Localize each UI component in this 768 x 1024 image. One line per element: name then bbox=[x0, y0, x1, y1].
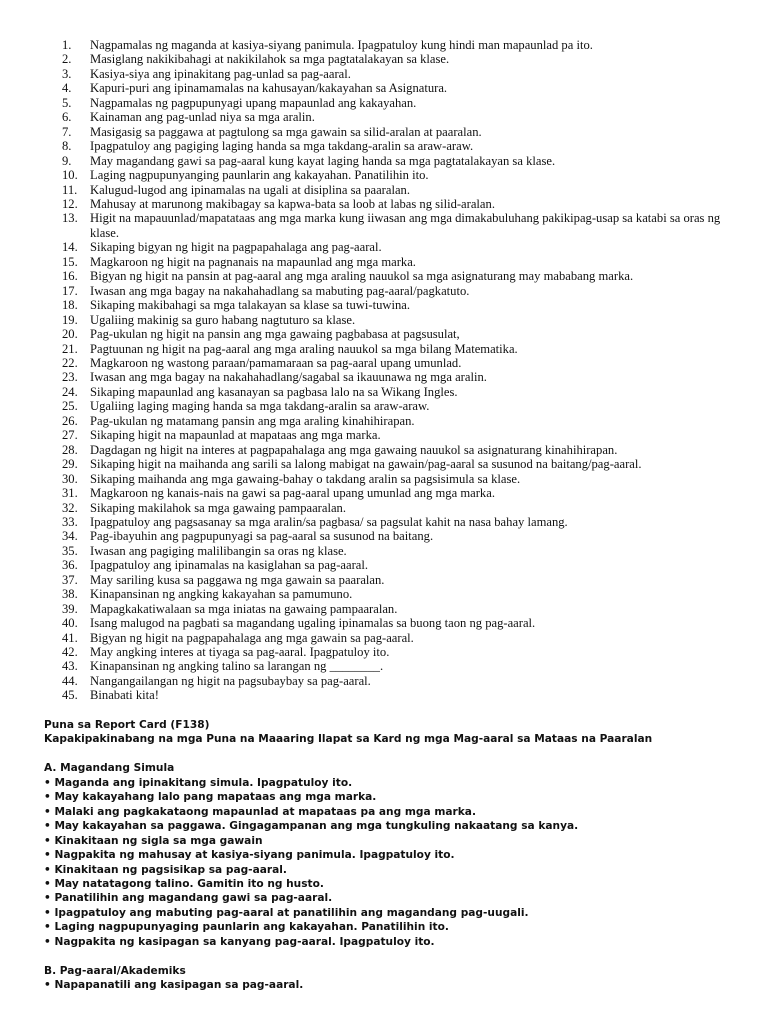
list-item-number: 23. bbox=[62, 370, 78, 385]
list-item bbox=[0, 501, 768, 515]
list-item-text: Magkaroon ng kanais-nais na gawi sa pag-aaral upang umunlad ang mga marka. bbox=[90, 486, 495, 501]
list-item bbox=[0, 631, 768, 645]
list-item bbox=[0, 284, 768, 298]
list-item-number: 37. bbox=[62, 572, 78, 587]
bullet-item: • Nagpakita ng mahusay at kasiya-siyang panimula. Ipagpatuloy ito. bbox=[44, 849, 455, 862]
list-item bbox=[0, 211, 768, 240]
list-item bbox=[0, 659, 768, 673]
list-item bbox=[0, 573, 768, 587]
list-item-number: 24. bbox=[62, 384, 78, 399]
list-item-text: Pag-ibayuhin ang pagpupunyagi sa pag-aaral sa susunod na baitang. bbox=[90, 529, 434, 544]
list-item-text: Mahusay at marunong makibagay sa kapwa-bata sa loob at labas ng silid-aralan. bbox=[90, 196, 495, 211]
list-item-text: Iwasan ang mga bagay na nakahahadlang sa mabuting pag-aaral/pagkatuto. bbox=[90, 283, 470, 298]
list-item bbox=[0, 616, 768, 630]
list-item-text: Magkaroon ng wastong paraan/pamamaraan sa pag-aaral upang umunlad. bbox=[90, 355, 462, 370]
list-item-number: 10. bbox=[62, 168, 78, 183]
list-item bbox=[0, 183, 768, 197]
bullet-item: • Laging nagpupunyaging paunlarin ang kakayahan. Panatilihin ito. bbox=[44, 921, 449, 934]
list-item-text: May magandang gawi sa pag-aaral kung kayat laging handa sa mga pagtatalakayan sa klase. bbox=[90, 153, 556, 168]
list-item-text: Magkaroon ng higit na pagnanais na mapaunlad ang mga marka. bbox=[90, 254, 416, 269]
list-item bbox=[0, 486, 768, 500]
list-item-text: Sikaping higit na maihanda ang sarili sa lalong mabigat na gawain/pag-aaral sa susunod na baitang/pag-aaral. bbox=[90, 457, 642, 472]
list-item-text: Sikaping maihanda ang mga gawaing-bahay o takdang aralin sa pagsisimula sa klase. bbox=[90, 471, 521, 486]
list-item-number: 30. bbox=[62, 471, 78, 486]
list-item-number: 1. bbox=[62, 38, 72, 52]
list-item-text: Bigyan ng higit na pansin at pag-aaral ang mga araling nauukol sa mga asignaturang may mababang marka. bbox=[90, 269, 634, 284]
list-item-number: 22. bbox=[62, 355, 78, 370]
list-item-number: 44. bbox=[62, 673, 78, 688]
list-item bbox=[0, 269, 768, 283]
list-item bbox=[0, 370, 768, 384]
list-item bbox=[0, 674, 768, 688]
list-item-text: Ipagpatuloy ang pagiging laging handa sa mga takdang-aralin sa araw-araw. bbox=[90, 139, 474, 154]
list-item-text: Iwasan ang mga bagay na nakahahadlang/sagabal sa ikauunawa ng mga aralin. bbox=[90, 370, 487, 385]
list-item bbox=[0, 81, 768, 95]
list-item-number: 43. bbox=[62, 659, 78, 674]
list-item-number: 12. bbox=[62, 196, 78, 211]
list-item bbox=[0, 313, 768, 327]
list-item bbox=[0, 139, 768, 153]
list-item bbox=[0, 428, 768, 442]
list-item bbox=[0, 154, 768, 168]
list-item-text: Pagtuunan ng higit na pag-aaral ang mga araling nauukol sa mga bilang Matematika. bbox=[90, 341, 518, 356]
list-item bbox=[0, 197, 768, 211]
list-item-text: May angking interes at tiyaga sa pag-aaral. Ipagpatuloy ito. bbox=[90, 645, 390, 660]
list-item-text: Kinapansinan ng angking talino sa larangan ng ________. bbox=[90, 659, 384, 674]
list-item-number: 8. bbox=[62, 139, 72, 154]
list-item-number: 20. bbox=[62, 327, 78, 342]
list-item-text: Sikaping bigyan ng higit na pagpapahalaga ang pag-aaral. bbox=[90, 240, 382, 255]
list-item-text: Masigasig sa paggawa at pagtulong sa mga gawain sa silid-aralan at paaralan. bbox=[90, 124, 482, 139]
list-item bbox=[0, 587, 768, 601]
section-a-heading: A. Magandang Simula bbox=[44, 762, 175, 775]
list-item-number: 11. bbox=[62, 182, 78, 197]
section-subtitle: Kapakipakinabang na mga Puna na Maaaring Ilapat sa Kard ng mga Mag-aaral sa Mataas na Paaralan bbox=[44, 733, 653, 746]
list-item bbox=[0, 515, 768, 529]
list-item-number: 16. bbox=[62, 269, 78, 284]
section-a-list bbox=[44, 776, 744, 949]
list-item bbox=[0, 125, 768, 139]
list-item-text: Mapagkakatiwalaan sa mga iniatas na gawaing pampaaralan. bbox=[90, 601, 398, 616]
list-item bbox=[0, 168, 768, 182]
list-item-number: 41. bbox=[62, 630, 78, 645]
list-item bbox=[0, 356, 768, 370]
numbered-comments-list bbox=[0, 38, 768, 703]
bullet-item: • Malaki ang pagkakataong mapaunlad at mapataas pa ang mga marka. bbox=[44, 805, 476, 818]
list-item-text: Ipagpatuloy ang ipinamalas na kasiglahan sa pag-aaral. bbox=[90, 558, 369, 573]
list-item-text: Sikaping makibahagi sa mga talakayan sa klase sa tuwi-tuwina. bbox=[90, 298, 411, 313]
list-item-number: 45. bbox=[62, 688, 78, 703]
list-item bbox=[0, 38, 768, 52]
list-item-text: Masiglang nakikibahagi at nakikilahok sa mga pagtatalakayan sa klase. bbox=[90, 52, 450, 67]
list-item bbox=[0, 240, 768, 254]
list-item-text: Isang malugod na pagbati sa magandang ugaling ipinamalas sa buong taon ng pag-aaral. bbox=[90, 616, 536, 631]
bullet-item: • Napapanatili ang kasipagan sa pag-aaral. bbox=[44, 979, 304, 992]
list-item-number: 14. bbox=[62, 240, 78, 255]
list-item-number: 15. bbox=[62, 254, 78, 269]
section-b-heading: B. Pag-aaral/Akademiks bbox=[44, 964, 186, 977]
list-item-number: 17. bbox=[62, 283, 78, 298]
list-item bbox=[0, 457, 768, 471]
list-item-number: 3. bbox=[62, 66, 72, 81]
bullet-item: • May natatagong talino. Gamitin ito ng husto. bbox=[44, 877, 324, 890]
list-item-text: Nagpamalas ng pagpupunyagi upang mapaunlad ang kakayahan. bbox=[90, 95, 417, 110]
list-item-number: 42. bbox=[62, 645, 78, 660]
list-item-text: Iwasan ang pagiging malilibangin sa oras ng klase. bbox=[90, 543, 347, 558]
list-item-text: Dagdagan ng higit na interes at pagpapahalaga ang mga gawaing nauukol sa asignaturang kinahihirapan. bbox=[90, 442, 618, 457]
list-item-number: 6. bbox=[62, 110, 72, 125]
bullet-item: • Ipagpatuloy ang mabuting pag-aaral at panatilihin ang magandang pag-uugali. bbox=[44, 906, 529, 919]
list-item-number: 29. bbox=[62, 457, 78, 472]
list-item bbox=[0, 529, 768, 543]
list-item-text: Kainaman ang pag-unlad niya sa mga aralin. bbox=[90, 110, 315, 125]
list-item-text: Sikaping mapaunlad ang kasanayan sa pagbasa lalo na sa Wikang Ingles. bbox=[90, 384, 458, 399]
list-item-number: 7. bbox=[62, 124, 72, 139]
bullet-item: • Panatilihin ang magandang gawi sa pag-aaral. bbox=[44, 892, 333, 905]
list-item-text: Laging nagpupunyanging paunlarin ang kakayahan. Panatilihin ito. bbox=[90, 168, 429, 183]
list-item-number: 36. bbox=[62, 558, 78, 573]
list-item-number: 19. bbox=[62, 312, 78, 327]
list-item-text: Binabati kita! bbox=[90, 688, 159, 703]
list-item-number: 33. bbox=[62, 514, 78, 529]
list-item-text: Pag-ukulan ng higit na pansin ang mga gawaing pagbabasa at pagsusulat, bbox=[90, 327, 460, 342]
list-item bbox=[0, 385, 768, 399]
list-item-text: May sariling kusa sa paggawa ng mga gawain sa paaralan. bbox=[90, 572, 385, 587]
list-item-text: Bigyan ng higit na pagpapahalaga ang mga gawain sa pag-aaral. bbox=[90, 630, 414, 645]
list-item bbox=[0, 645, 768, 659]
list-item-text: Higit na mapauunlad/mapatataas ang mga marka kung iiwasan ang mga dimakabuluhang pakikipag-usap sa katabi sa oras ng klase. bbox=[90, 211, 721, 240]
list-item bbox=[0, 255, 768, 269]
bullet-item: • Nagpakita ng kasipagan sa kanyang pag-aaral. Ipagpatuloy ito. bbox=[44, 935, 435, 948]
list-item-text: Pag-ukulan ng matamang pansin ang mga araling kinahihirapan. bbox=[90, 413, 415, 428]
list-item-number: 18. bbox=[62, 298, 78, 313]
list-item-number: 27. bbox=[62, 428, 78, 443]
list-item-number: 28. bbox=[62, 442, 78, 457]
list-item-text: Nagpamalas ng maganda at kasiya-siyang panimula. Ipagpatuloy kung hindi man mapaunlad pa ito. bbox=[90, 38, 593, 52]
list-item-text: Nangangailangan ng higit na pagsubaybay sa pag-aaral. bbox=[90, 673, 371, 688]
list-item-number: 5. bbox=[62, 95, 72, 110]
list-item-text: Ipagpatuloy ang pagsasanay sa mga aralin/sa pagbasa/ sa pagsulat kahit na nasa bahay lamang. bbox=[90, 514, 568, 529]
list-item bbox=[0, 399, 768, 413]
list-item-number: 34. bbox=[62, 529, 78, 544]
list-item-number: 13. bbox=[62, 211, 78, 226]
list-item-text: Kasiya-siya ang ipinakitang pag-unlad sa pag-aaral. bbox=[90, 66, 351, 81]
list-item bbox=[0, 342, 768, 356]
list-item bbox=[0, 558, 768, 572]
section-title: Puna sa Report Card (F138) bbox=[44, 719, 210, 731]
list-item-number: 9. bbox=[62, 153, 72, 168]
list-item-text: Ugaliing makinig sa guro habang nagtuturo sa klase. bbox=[90, 312, 356, 327]
list-item-text: Sikaping higit na mapaunlad at mapataas ang mga marka. bbox=[90, 428, 381, 443]
bullet-item: • Kinakitaan ng sigla sa mga gawain bbox=[44, 834, 263, 847]
list-item bbox=[0, 544, 768, 558]
list-item-number: 31. bbox=[62, 486, 78, 501]
list-item bbox=[0, 688, 768, 702]
list-item bbox=[0, 96, 768, 110]
report-card-section bbox=[44, 718, 744, 993]
list-item-text: Kapuri-puri ang ipinamamalas na kahusayan/kakayahan sa Asignatura. bbox=[90, 81, 448, 96]
list-item bbox=[0, 67, 768, 81]
list-item-text: Kinapansinan ng angking kakayahan sa pamumuno. bbox=[90, 587, 353, 602]
section-b-list bbox=[44, 978, 744, 992]
list-item-number: 40. bbox=[62, 616, 78, 631]
bullet-item: • May kakayahang lalo pang mapataas ang mga marka. bbox=[44, 791, 377, 804]
list-item-number: 4. bbox=[62, 81, 72, 96]
list-item bbox=[0, 414, 768, 428]
list-item-number: 25. bbox=[62, 399, 78, 414]
list-item-number: 26. bbox=[62, 413, 78, 428]
bullet-item: • Maganda ang ipinakitang simula. Ipagpatuloy ito. bbox=[44, 776, 353, 789]
list-item-number: 32. bbox=[62, 500, 78, 515]
list-item-number: 2. bbox=[62, 52, 72, 67]
list-item bbox=[0, 52, 768, 66]
list-item bbox=[0, 443, 768, 457]
list-item-text: Sikaping makilahok sa mga gawaing pampaaralan. bbox=[90, 500, 346, 515]
list-item bbox=[0, 602, 768, 616]
list-item bbox=[0, 110, 768, 124]
list-item-text: Kalugud-lugod ang ipinamalas na ugali at disiplina sa paaralan. bbox=[90, 182, 410, 197]
list-item bbox=[0, 298, 768, 312]
bullet-item: • May kakayahan sa paggawa. Gingagampanan ang mga tungkuling nakaatang sa kanya. bbox=[44, 820, 579, 833]
list-item-number: 35. bbox=[62, 543, 78, 558]
list-item-number: 39. bbox=[62, 601, 78, 616]
list-item bbox=[0, 327, 768, 341]
bullet-item: • Kinakitaan ng pagsisikap sa pag-aaral. bbox=[44, 863, 287, 876]
list-item bbox=[0, 472, 768, 486]
list-item-number: 38. bbox=[62, 587, 78, 602]
list-item-number: 21. bbox=[62, 341, 78, 356]
list-item-text: Ugaliing laging maging handa sa mga takdang-aralin sa araw-araw. bbox=[90, 399, 430, 414]
